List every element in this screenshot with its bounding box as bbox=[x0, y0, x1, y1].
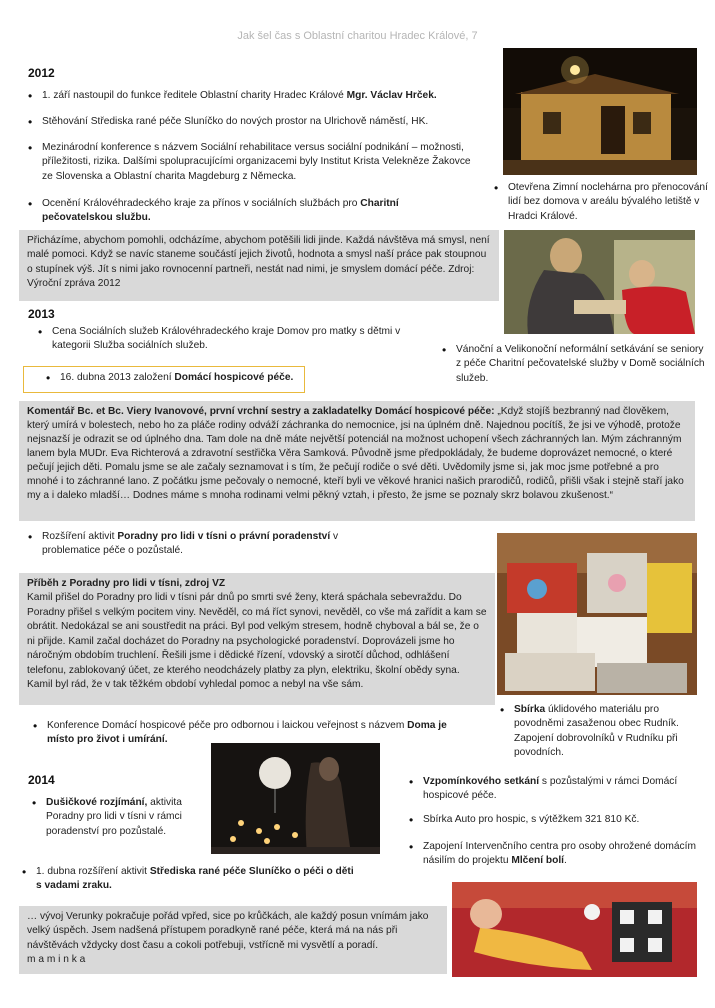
story-text: Kamil přišel do Poradny pro lidi v tísni pár dnů po smrti své ženy, která spáchala sebevraždu. Do Poradny přišel s velkým pocitem viny. Nevěděl, co má říct synovi, nevěděl, co vše má zařídit a kam se obrátit. Nedokázal se ani soustředit na práci. Byl pod velkým stresem, hodně chyboval a bál se, že o ni přijde. Kamil začal docházet do Poradny na psychologické poradenství. Doprovázeli jsme ho náročným obdobím truchlení. Řešili jsme i dědické řízení, vdovský a sirotčí důchod, odhlášení telefonu, zablokovaný účet, ze kterého neodcházely platby za plyn, elektriku, školní obědy syna. Kamil byl rád, že v tak těžkém období vyhledal pomoc a nebyl na vše sám. bbox=[27, 592, 487, 691]
item-text-after: . bbox=[563, 855, 567, 867]
item-text: Sbírka Auto pro hospic, s výtěžkem 321 810 Kč. bbox=[423, 814, 640, 825]
item-bold: Mlčení bolí bbox=[511, 855, 564, 867]
item-bold: Vzpomínkového setkání bbox=[423, 776, 540, 787]
photo-seniors-meeting bbox=[504, 230, 695, 334]
item-text: Stěhování Střediska rané péče Sluníčko do nových prostor na Ulrichově náměstí, HK. bbox=[42, 116, 429, 127]
story-title: Příběh z Poradny pro lidi v tísni, zdroj VZ bbox=[27, 578, 226, 589]
item-text: aktivita Poradny pro lidi v tísni v rámci poradenství pro pozůstalé. bbox=[46, 797, 182, 837]
item-text: Zapojení Intervenčního centra pro osoby ohrožené domácím násilím do projektu bbox=[423, 841, 696, 867]
list-item-director bbox=[28, 89, 482, 103]
item-text: s pozůstalými v rámci Domácí hospicové péče. bbox=[423, 776, 678, 802]
list-item-award-2012 bbox=[28, 197, 452, 226]
story-box bbox=[19, 573, 495, 705]
item-bold: Doma je místo pro život i umírání. bbox=[47, 720, 447, 746]
item-text: 1. dubna rozšíření aktivit bbox=[36, 866, 150, 877]
quote-text: … vývoj Verunky pokračuje pořád vpřed, sice po krůčkách, ale každý posun vnímám jako velký úspěch. Jsem nadšená přístupem poradkyně rané péče, která má na nás při návštěvách vždycky dost času a cokoli potřebuji, vstřícně mi vysvětlí a poradí. bbox=[27, 911, 429, 951]
caption-flood-donations bbox=[500, 703, 710, 761]
list-item-intervention-center bbox=[409, 840, 698, 869]
photo-baby-playing bbox=[452, 882, 697, 977]
list-item-auto-collection bbox=[409, 813, 698, 827]
caption-text: Otevřena Zimní noclehárna pro přenocování lidí bez domova v areálu bývalého letiště v Hradci Králové. bbox=[508, 182, 708, 222]
year-2014: 2014 bbox=[28, 773, 55, 787]
list-item-dusickove bbox=[32, 796, 216, 839]
hospice-founding-box bbox=[23, 366, 305, 393]
photo-candles bbox=[211, 743, 380, 854]
item-text: 1. září nastoupil do funkce ředitele Oblastní charity Hradec Králové bbox=[42, 90, 347, 101]
commentary-box bbox=[19, 401, 695, 521]
caption-text: Vánoční a Velikonoční neformální setkávání se seniory z péče Charitní pečovatelské služby v Domě sociálních služeb. bbox=[456, 344, 705, 384]
item-bold: Domácí hospicové péče. bbox=[174, 372, 294, 383]
list-item-award-2013 bbox=[38, 325, 440, 354]
quote-box-2012 bbox=[19, 230, 499, 301]
item-text-after: v problematice péče o pozůstalé. bbox=[42, 531, 339, 557]
item-bold: Mgr. Václav Hrček. bbox=[346, 90, 437, 101]
item-bold: Střediska rané péče Sluníčko o péči o děti s vadami zraku. bbox=[36, 866, 354, 892]
veronika-quote-box bbox=[19, 906, 447, 974]
page-title: Jak šel čas s Oblastní charitou Hradec Králové, 7 bbox=[237, 30, 478, 42]
caption-bold: Sbírka bbox=[514, 704, 546, 715]
item-text: Cena Sociálních služeb Královéhradeckého kraje Domov pro matky s dětmi v kategorii Služba sociálních služeb. bbox=[52, 326, 401, 352]
list-item-remembrance bbox=[409, 775, 698, 804]
caption-seniors-meeting bbox=[442, 343, 706, 386]
caption-text: úklidového materiálu pro povodněmi zasaženou obec Rudník. Zapojení dobrovolníků v Rudníku při povodních. bbox=[514, 704, 679, 759]
photo-night-shelter bbox=[503, 48, 697, 175]
item-bold: Dušičkové rozjímání, bbox=[46, 797, 148, 808]
commentary-title: Komentář Bc. et Bc. Viery Ivanovové, první vrchní sestry a zakladatelky Domácí hospicové péče: bbox=[27, 406, 498, 417]
item-text: 16. dubna 2013 založení bbox=[60, 372, 175, 383]
list-item-early-care bbox=[22, 865, 356, 894]
list-item-move bbox=[28, 115, 482, 129]
commentary-text: „Když stojíš bezbranný nad člověkem, který umírá v bolestech, nebo ho za pláče rodiny odváží záchranka do nemocnice, jsi na úplném dně. Najednou pocítíš, že jsi ve výhodě, protože nejsnazší je odrazit se od úplného dna. Tam dole na dně máte největší potenciál na možnost uchopení všech záchranných lan. Mým záchranným lanem byla MUDr. Eva Richterová a zdravotní sestřička Věra Samková. Původně jsme předpokládaly, že budeme doprovázet nemocné, o které pečují jejich děti. Pomalu jsme se ale začaly seznamovat i s tím, že pečují rodiče o své děti. Uvědomily jsme si, jak moc jsme potřebné a pro mnohé i to záchranné lano. Z počátku jsme pečovaly o nemocné, kteří byli ve věkové hranici našich prarodičů, rodičů, přišli však i stejně staří jako my a i daleko mladší… Dodnes máme s mnoha rodinami velmi pěkný vztah, i přesto, že jsme se poznaly skrz bolavou zkušenost.“ bbox=[27, 406, 684, 502]
item-text: Mezinárodní konference s názvem Sociální rehabilitace versus sociální podnikání – možnosti, příležitosti, rizika. Dalšími spolupracujícími organizacemi byly Institut Krista Velekněze Žakovce ze Slovenska a Oblastní charita Magdeburg z Německa. bbox=[42, 142, 471, 182]
list-item-hospice-founding bbox=[46, 371, 310, 385]
list-item-conference bbox=[28, 141, 474, 184]
item-bold: Charitní pečovatelskou službu. bbox=[42, 198, 399, 224]
item-bold: Poradny pro lidi v tísni o právní poradenství bbox=[117, 531, 331, 542]
item-text: Ocenění Královéhradeckého kraje za přínos v sociálních službách pro bbox=[42, 198, 361, 209]
quote-signature: m a m i n k a bbox=[27, 954, 86, 966]
year-2012: 2012 bbox=[28, 66, 55, 80]
quote-text: Přicházíme, abychom pomohli, odcházíme, abychom potěšili lidi jinde. Každá návštěva má smysl, není malé pomoci. Když se navíc staneme součástí jejich životů, hodnota a smysl naší práce pak stoupnou o stupínek výš. Jít s nimi jako rovnocenní partneři, nestát nad nimi, je smyslem domácí péče. Zdroj: Výroční zpráva 2012 bbox=[27, 235, 490, 290]
list-item-counseling bbox=[28, 530, 392, 559]
item-text: Konference Domácí hospicové péče pro odbornou i laickou veřejnost s názvem bbox=[47, 720, 408, 731]
caption-winter-shelter bbox=[494, 181, 708, 224]
item-text: Rozšíření aktivit bbox=[42, 531, 118, 542]
year-2013: 2013 bbox=[28, 307, 55, 321]
photo-flood-donations bbox=[497, 533, 697, 695]
